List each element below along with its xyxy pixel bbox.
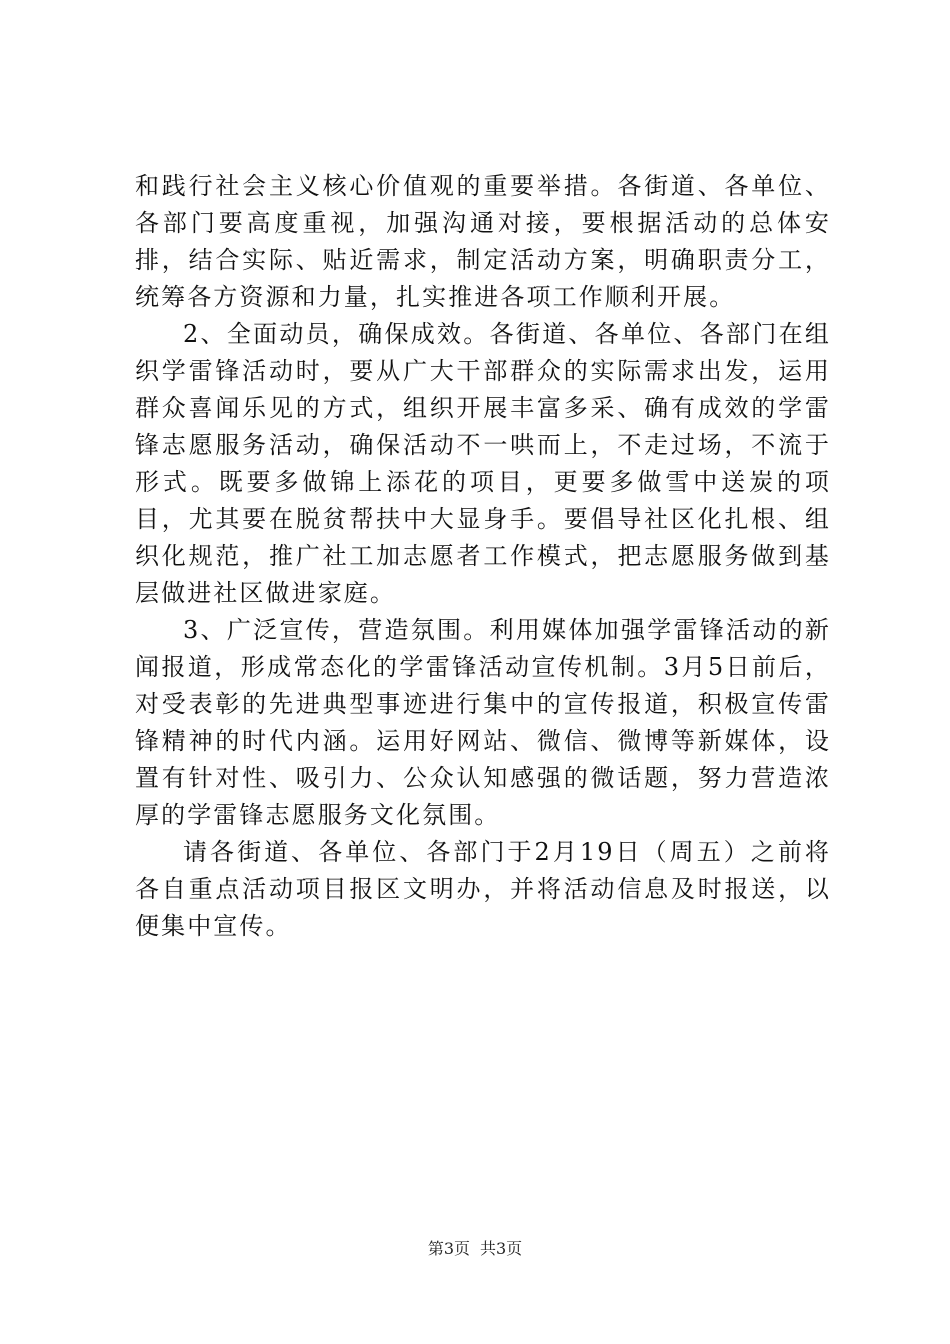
page-number: 第3页 <box>427 1239 470 1258</box>
page-total: 共3页 <box>480 1239 523 1258</box>
paragraph-1: 和践行社会主义核心价值观的重要举措。各街道、各单位、各部门要高度重视，加强沟通对接，要根据活动的总体安排，结合实际、贴近需求，制定活动方案，明确职责分工，统筹各方资源和力量，扎实推进各项工作顺利开展。 <box>135 172 831 311</box>
paragraph-2: 2、全面动员，确保成效。各街道、各单位、各部门在组织学雷锋活动时，要从广大干部群众的实际需求出发，运用群众喜闻乐见的方式，组织开展丰富多采、确有成效的学雷锋志愿服务活动，确保活动不一哄而上，不走过场，不流于形式。既要多做锦上添花的项目，更要多做雪中送炭的项目，尤其要在脱贫帮扶中大显身手。要倡导社区化扎根、组织化规范，推广社工加志愿者工作模式，把志愿服务做到基层做进社区做进家庭。 <box>135 320 831 607</box>
document-body <box>135 168 831 945</box>
paragraph-4: 请各街道、各单位、各部门于2月19日（周五）之前将各自重点活动项目报区文明办，并将活动信息及时报送，以便集中宣传。 <box>135 838 831 940</box>
page-footer <box>0 1238 950 1260</box>
paragraph-3: 3、广泛宣传，营造氛围。利用媒体加强学雷锋活动的新闻报道，形成常态化的学雷锋活动宣传机制。3月5日前后，对受表彰的先进典型事迹进行集中的宣传报道，积极宣传雷锋精神的时代内涵。运用好网站、微信、微博等新媒体，设置有针对性、吸引力、公众认知感强的微话题，努力营造浓厚的学雷锋志愿服务文化氛围。 <box>135 616 831 829</box>
